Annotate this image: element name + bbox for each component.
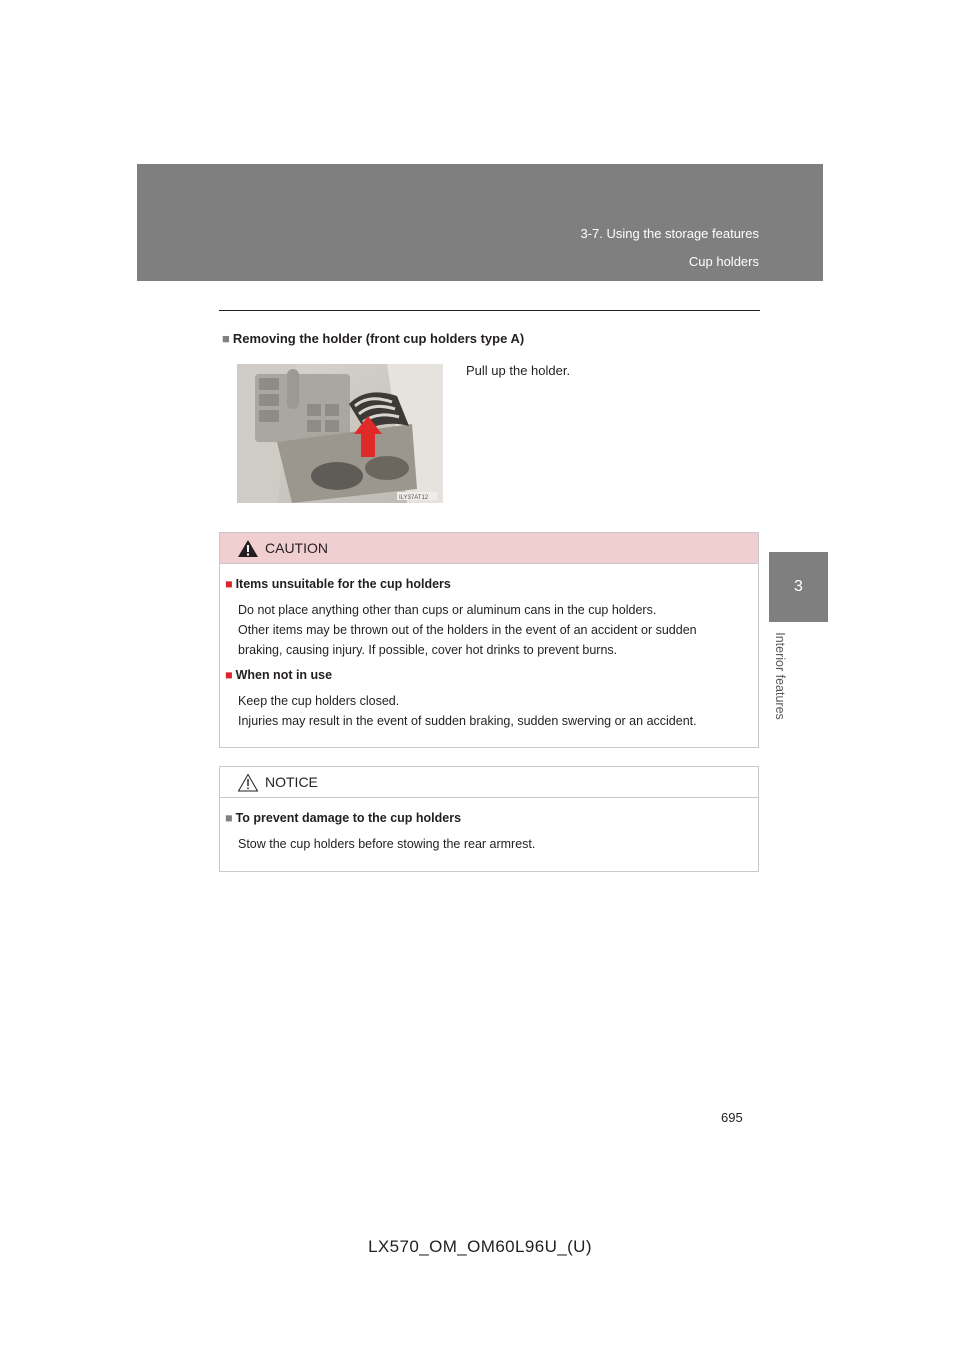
caution-header [220,533,758,564]
caution-box [219,532,759,748]
section-title: 3-7. Using the storage features [580,226,759,241]
photo-code: ILY37AT12 [399,495,429,501]
document-code: LX570_OM_OM60L96U_(U) [368,1237,592,1256]
caution-item-text: Keep the cup holders closed. [238,694,400,708]
caution-item-title: ■ Items unsuitable for the cup holders [225,577,451,591]
caution-item-title: ■ When not in use [225,668,333,682]
notice-warning-icon [237,773,259,792]
caution-warning-icon [237,539,259,558]
notice-box [219,766,759,872]
subsection-heading-text: Removing the holder (front cup holders type A) [232,331,525,346]
chapter-label [760,622,800,730]
notice-item-text: Stow the cup holders before stowing the rear armrest. [238,837,536,851]
notice-header [220,767,758,798]
chapter-label-text: Interior features [773,632,788,720]
bullet-square-icon: ■ [225,577,233,591]
chapter-number: 3 [794,578,803,595]
page-number: 695 [721,1110,743,1125]
caution-item-text: Other items may be thrown out of the holders in the event of an accident or sudden [238,623,697,637]
bullet-square-icon: ■ [222,331,230,346]
notice-item-title: ■ To prevent damage to the cup holders [225,811,462,825]
subsection-heading [222,331,524,346]
header-band [137,164,823,281]
notice-title: NOTICE [265,774,318,790]
caution-item-text: Injuries may result in the event of sudden braking, sudden swerving or an accident. [238,714,697,728]
caution-title: CAUTION [265,540,328,556]
bullet-square-icon: ■ [225,811,233,825]
chapter-tab [769,552,828,622]
bullet-square-icon: ■ [225,668,233,682]
cup-holder-photo [237,364,443,503]
caution-item-text: Do not place anything other than cups or aluminum cans in the cup holders. [238,603,657,617]
photo-caption: Pull up the holder. [466,363,571,378]
caution-item-text: braking, causing injury. If possible, cover hot drinks to prevent burns. [238,643,618,657]
section-divider [219,310,760,311]
topic-title: Cup holders [688,254,759,269]
